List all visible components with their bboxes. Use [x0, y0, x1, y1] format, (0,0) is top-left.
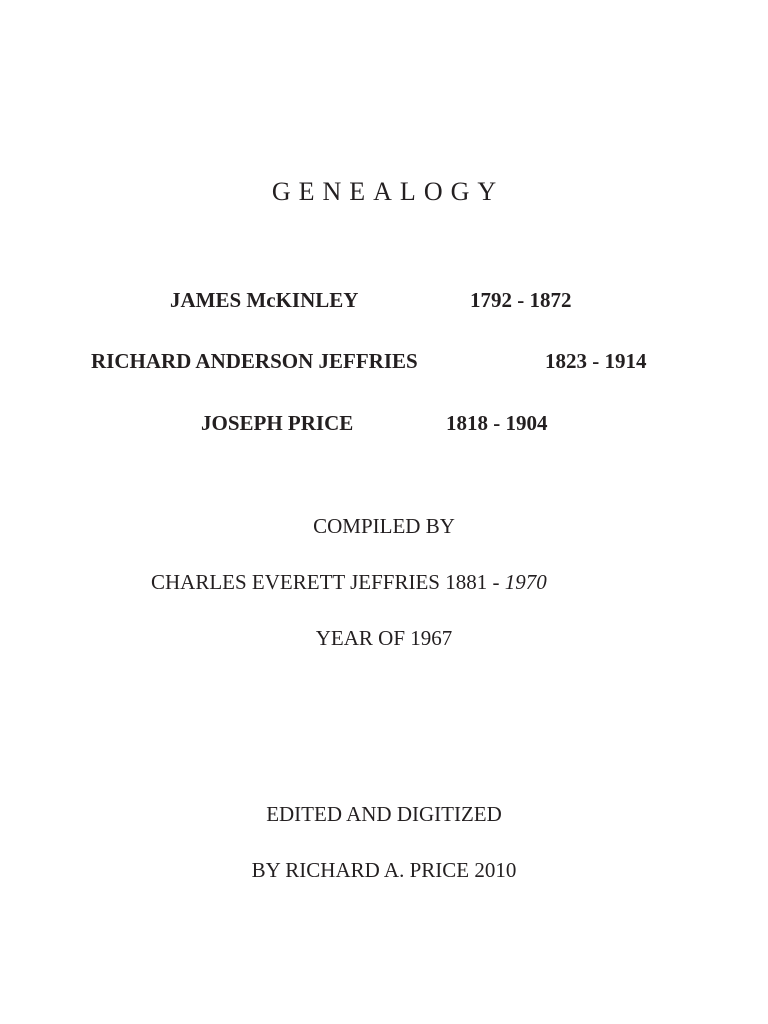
page-title: GENEALOGY [271, 177, 505, 206]
person-dates: 1823 - 1914 [545, 349, 647, 373]
person-dates: 1792 - 1872 [470, 288, 572, 312]
person-dates: 1818 - 1904 [446, 411, 548, 435]
compiler-death-year: 1970 [504, 570, 547, 594]
person-name: RICHARD ANDERSON JEFFRIES [91, 349, 418, 373]
compiler-line [151, 572, 547, 593]
person-name: JAMES McKINLEY [170, 288, 359, 312]
compiler-name-years: CHARLES EVERETT JEFFRIES 1881 - [151, 570, 505, 594]
compiled-year: YEAR OF 1967 [315, 626, 453, 650]
compiled-by-label: COMPILED BY [313, 514, 455, 538]
edited-by: BY RICHARD A. PRICE 2010 [251, 858, 517, 882]
edited-label: EDITED AND DIGITIZED [266, 802, 502, 826]
person-name: JOSEPH PRICE [201, 411, 354, 435]
